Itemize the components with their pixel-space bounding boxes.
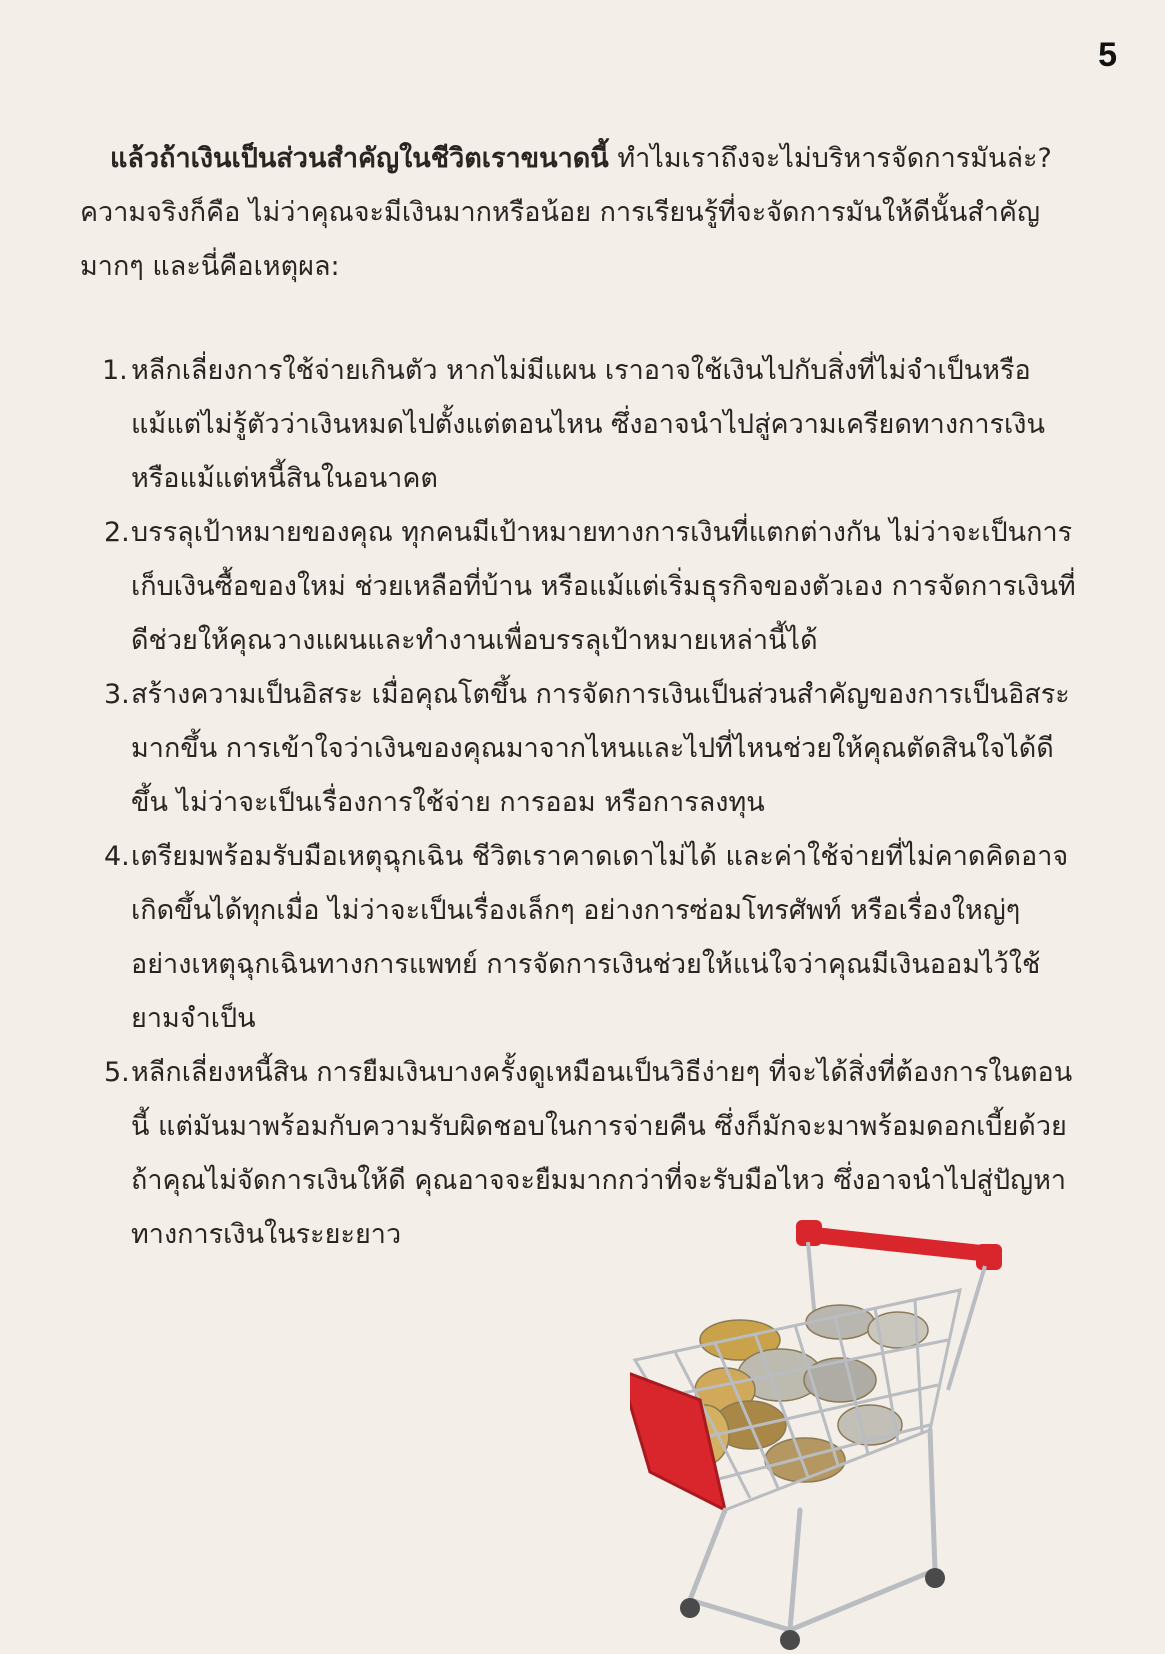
reason-item-3 [80,668,1086,830]
reason-number: 1. [102,355,128,386]
reason-text: หลีกเลี่ยงการใช้จ่ายเกินตัว หากไม่มีแผน เราอาจใช้เงินไปกับสิ่งที่ไม่จำเป็นหรือแม้แต่ไม่รู้ตัวว่าเงินหมดไปตั้งแต่ตอนไหน ซึ่งอาจนำไปสู่ความเครียดทางการเงินหรือแม้แต่หนี้สินในอนาคต [131,355,1045,494]
reason-text: สร้างความเป็นอิสระ เมื่อคุณโตขึ้น การจัดการเงินเป็นส่วนสำคัญของการเป็นอิสระมากขึ้น การเข้าใจว่าเงินของคุณมาจากไหนและไปที่ไหนช่วยให้คุณตัดสินใจได้ดีขึ้น ไม่ว่าจะเป็นเรื่องการใช้จ่าย การออม หรือการลงทุน [131,679,1070,818]
intro-lead-bold: แล้วถ้าเงินเป็นส่วนสำคัญในชีวิตเราขนาดนี้ [110,143,609,174]
reason-text: หลีกเลี่ยงหนี้สิน การยืมเงินบางครั้งดูเหมือนเป็นวิธีง่ายๆ ที่จะได้สิ่งที่ต้องการในตอนนี้ แต่มันมาพร้อมกับความรับผิดชอบในการจ่ายคืน ซึ่งก็มักจะมาพร้อมดอกเบี้ยด้วย ถ้าคุณไม่จัดการเงินให้ดี คุณอาจจะยืมมากกว่าที่จะรับมือไหว ซึ่งอาจนำไปสู่ปัญหาทางการเงินในระยะยาว [131,1057,1073,1250]
reason-text: บรรลุเป้าหมายของคุณ ทุกคนมีเป้าหมายทางการเงินที่แตกต่างกัน ไม่ว่าจะเป็นการเก็บเงินซื้อของใหม่ ช่วยเหลือที่บ้าน หรือแม้แต่เริ่มธุรกิจของตัวเอง การจัดการเงินที่ดีช่วยให้คุณวางแผนและทำงานเพื่อบรรลุเป้าหมายเหล่านี้ได้ [131,517,1076,656]
reason-number: 5. [104,1057,130,1088]
reasons-list [80,344,1080,1262]
reason-item-1 [80,344,1086,506]
reason-number: 4. [104,841,130,872]
reason-item-2 [80,506,1086,668]
reason-number: 2. [104,517,130,548]
reason-item-4 [80,830,1086,1046]
page-number: 5 [1098,36,1117,74]
reason-number: 3. [104,679,130,710]
page-content [80,132,1080,1262]
shopping-cart-with-coins-icon [630,1210,1070,1654]
intro-rest: ทำไมเราถึงจะไม่บริหารจัดการมันล่ะ? ความจริงก็คือ ไม่ว่าคุณจะมีเงินมากหรือน้อย การเรียนรู้ที่จะจัดการมันให้ดีนั้นสำคัญมากๆ และนี่คือเหตุผล: [80,143,1052,282]
intro-paragraph [80,132,1080,294]
reason-text: เตรียมพร้อมรับมือเหตุฉุกเฉิน ชีวิตเราคาดเดาไม่ได้ และค่าใช้จ่ายที่ไม่คาดคิดอาจเกิดขึ้นได้ทุกเมื่อ ไม่ว่าจะเป็นเรื่องเล็กๆ อย่างการซ่อมโทรศัพท์ หรือเรื่องใหญ่ๆ อย่างเหตุฉุกเฉินทางการแพทย์ การจัดการเงินช่วยให้แน่ใจว่าคุณมีเงินออมไว้ใช้ยามจำเป็น [131,841,1069,1034]
